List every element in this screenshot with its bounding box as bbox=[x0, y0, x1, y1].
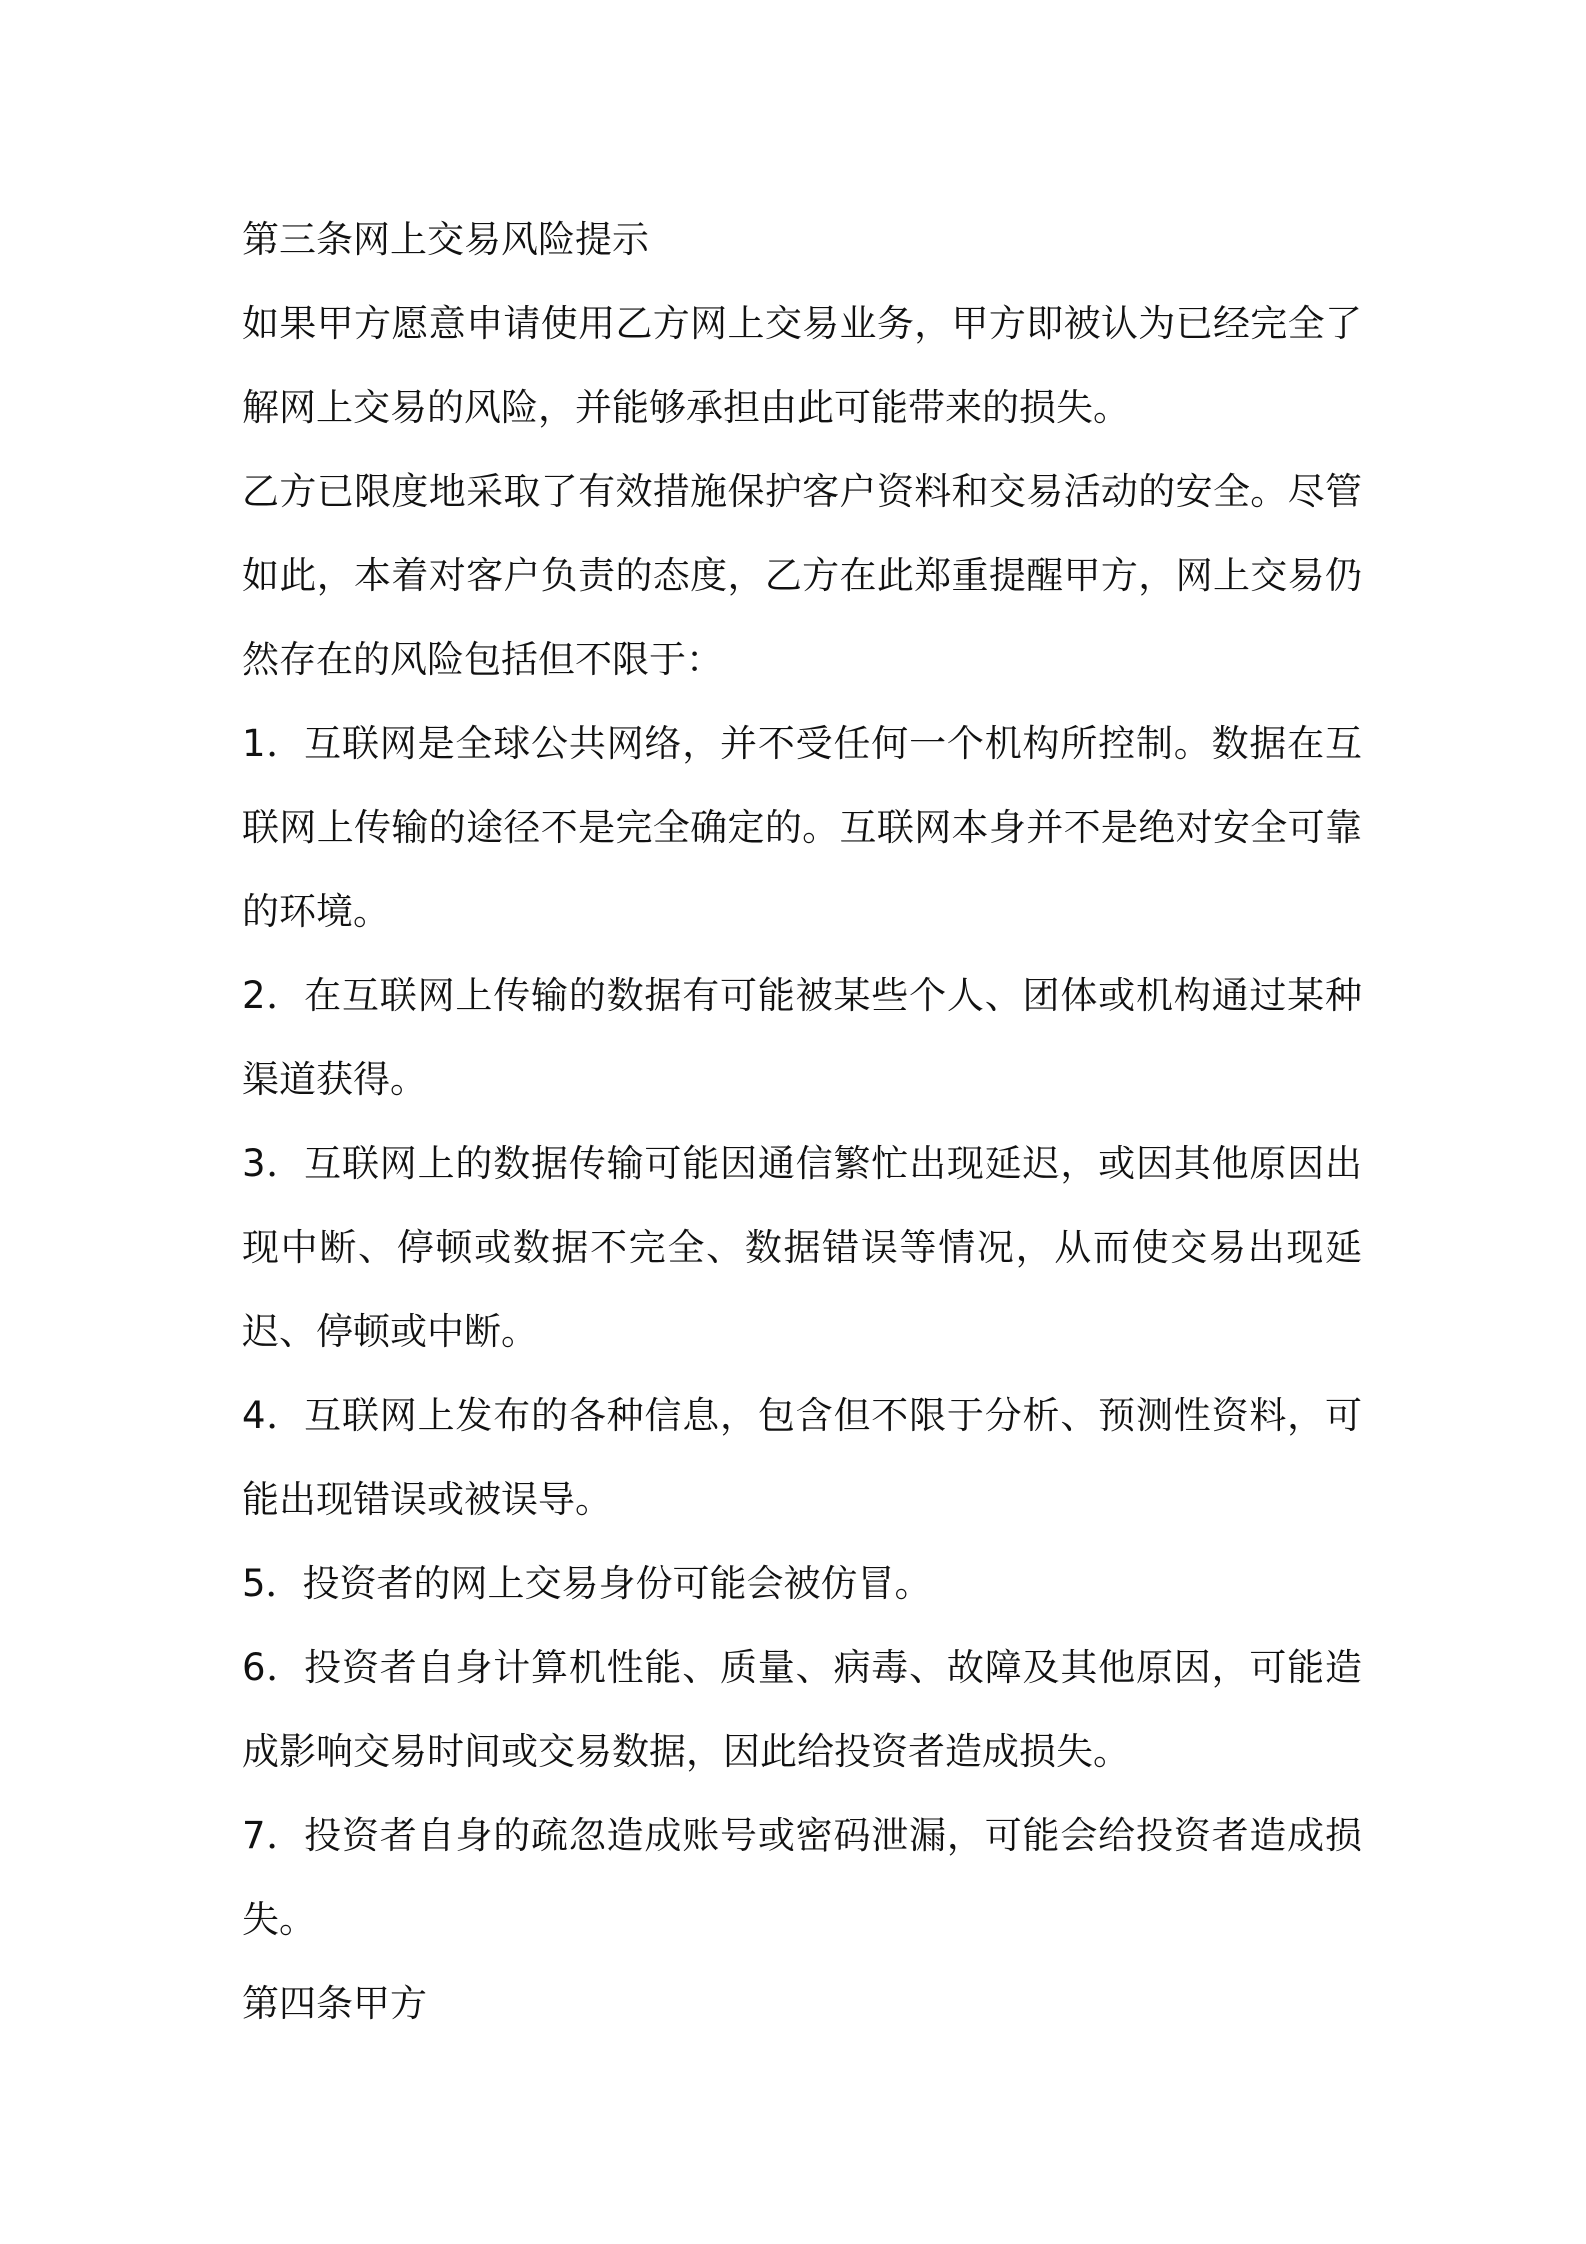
section-3-heading: 第三条网上交易风险提示 bbox=[242, 218, 649, 261]
risk-item-1: 1．互联网是全球公共网络，并不受任何一个机构所控制。数据在互联网上传输的途径不是完全确定的。互联网本身并不是绝对安全可靠的环境。 bbox=[242, 722, 1362, 933]
paragraph-measures: 乙方已限度地采取了有效措施保护客户资料和交易活动的安全。尽管如此，本着对客户负责的态度，乙方在此郑重提醒甲方，网上交易仍然存在的风险包括但不限于： bbox=[242, 470, 1362, 681]
section-4-heading: 第四条甲方 bbox=[242, 1982, 427, 2025]
risk-item-6: 6．投资者自身计算机性能、质量、病毒、故障及其他原因，可能造成影响交易时间或交易数据，因此给投资者造成损失。 bbox=[242, 1646, 1362, 1773]
risk-item-5: 5．投资者的网上交易身份可能会被仿冒。 bbox=[242, 1562, 932, 1605]
document-body bbox=[242, 198, 1362, 2046]
paragraph-intro: 如果甲方愿意申请使用乙方网上交易业务，甲方即被认为已经完全了解网上交易的风险，并能够承担由此可能带来的损失。 bbox=[242, 302, 1362, 429]
risk-item-4: 4．互联网上发布的各种信息，包含但不限于分析、预测性资料，可能出现错误或被误导。 bbox=[242, 1394, 1362, 1521]
risk-item-3: 3．互联网上的数据传输可能因通信繁忙出现延迟，或因其他原因出现中断、停顿或数据不完全、数据错误等情况，从而使交易出现延迟、停顿或中断。 bbox=[242, 1142, 1362, 1353]
risk-item-2: 2．在互联网上传输的数据有可能被某些个人、团体或机构通过某种渠道获得。 bbox=[242, 974, 1362, 1101]
risk-item-7: 7．投资者自身的疏忽造成账号或密码泄漏，可能会给投资者造成损失。 bbox=[242, 1814, 1362, 1941]
